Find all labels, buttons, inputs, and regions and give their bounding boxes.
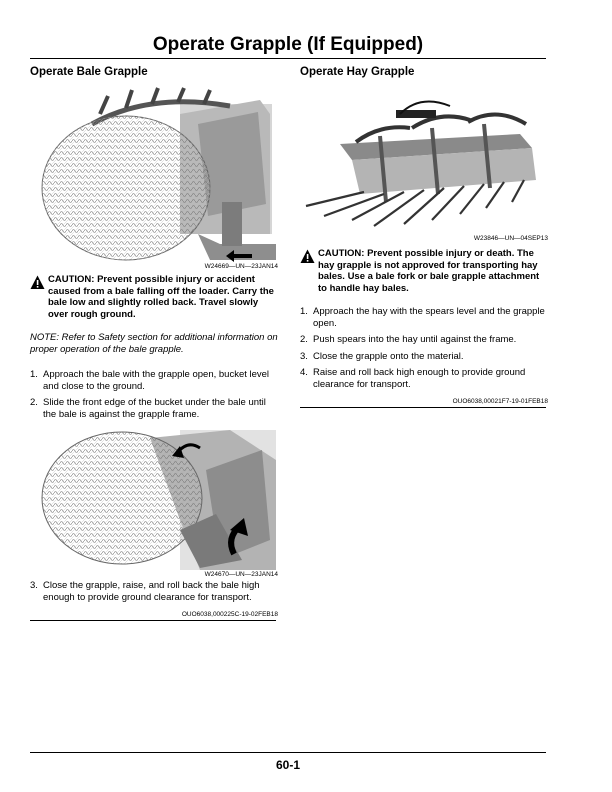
safety-note: NOTE: Refer to Safety section for additional information on proper operation of the bale grapple.	[30, 332, 278, 355]
step-1: 1. Approach the bale with the grapple open, bucket level and close to the ground.	[30, 369, 270, 392]
bale-lift-figure	[30, 430, 278, 578]
bale-grapple-figure	[30, 84, 278, 270]
bale-caution	[30, 274, 278, 320]
step-2: 2. Slide the front edge of the bucket under the bale until the bale is against the grapple frame.	[30, 397, 266, 420]
warning-triangle-icon	[30, 275, 48, 320]
bale-steps	[30, 369, 278, 420]
hay-grapple-heading: Operate Hay Grapple	[300, 66, 415, 78]
bale-steps-cont	[30, 580, 278, 603]
left-column	[30, 66, 278, 621]
step-3: 3. Close the grapple, raise, and roll back the bale high enough to provide ground clearance for transport.	[30, 580, 260, 603]
header-rule	[30, 58, 546, 59]
hay-grapple-figure	[300, 84, 548, 242]
bale-grapple-illustration	[30, 84, 276, 262]
section-rule	[300, 407, 546, 408]
figure-id: W24669—UN—23JAN14	[204, 263, 278, 270]
hay-steps	[300, 306, 548, 390]
step-3: 3. Close the grapple onto the material.	[300, 350, 464, 362]
warning-triangle-icon	[300, 249, 318, 294]
caution-text: CAUTION: Prevent possible injury or death. The hay grapple is not approved for transporting hay bales. Use a bale fork or bale grapple attachment to handle hay bales.	[318, 248, 540, 294]
reference-code: OUO6038,00021F7-19-01FEB18	[452, 398, 548, 405]
figure-id: W23846—UN—04SEP13	[473, 235, 548, 242]
step-2: 2. Push spears into the hay until against the frame.	[300, 334, 517, 345]
page-number: 60-1	[275, 758, 301, 772]
section-rule	[30, 620, 276, 621]
page-title: Operate Grapple (If Equipped)	[152, 34, 424, 55]
bale-grapple-heading: Operate Bale Grapple	[30, 66, 148, 78]
step-1: 1. Approach the hay with the spears level and the grapple open.	[300, 306, 545, 329]
step-4: 4. Raise and roll back high enough to provide ground clearance for transport.	[300, 367, 526, 390]
reference-code: OUO6038,000225C-19-02FEB18	[181, 611, 278, 618]
hay-grapple-illustration	[300, 84, 546, 234]
footer-rule	[30, 752, 546, 753]
right-column	[300, 66, 548, 408]
hay-caution	[300, 248, 548, 294]
caution-text: CAUTION: Prevent possible injury or accident caused from a bale falling off the loader. Carry the bale low and slightly rolled back. Travel slowly over rough ground.	[48, 274, 274, 320]
bale-lift-illustration	[30, 430, 276, 570]
figure-id: W24670—UN—23JAN14	[204, 571, 278, 578]
